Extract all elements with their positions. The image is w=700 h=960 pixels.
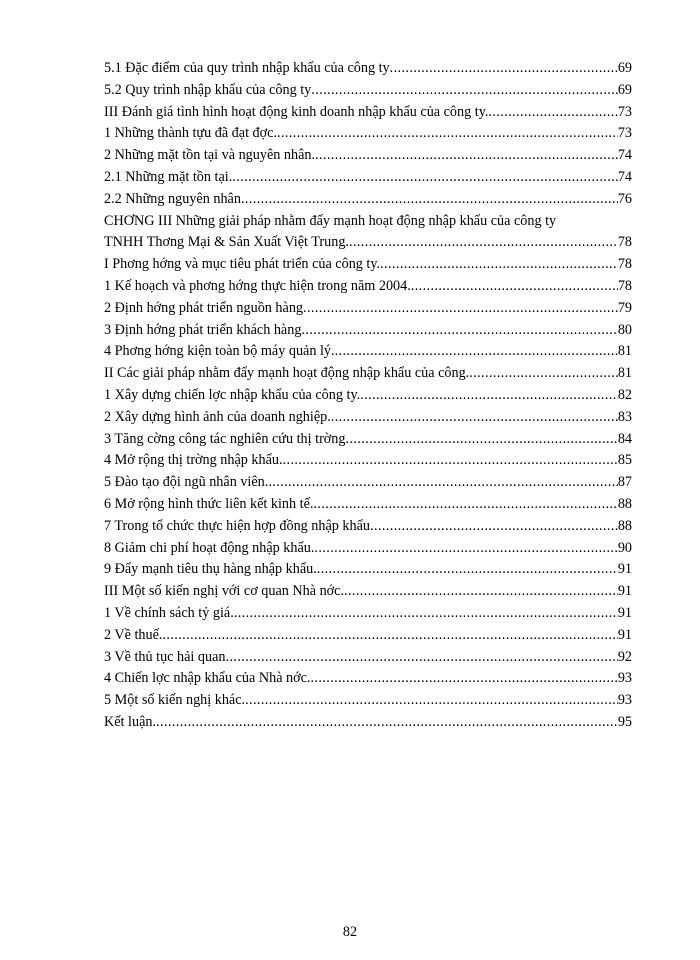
toc-entry-page: 83 xyxy=(617,408,632,425)
toc-entry-label: 5.2 Quy trình nhập khẩu của công ty xyxy=(104,81,312,98)
toc-entry xyxy=(104,211,632,255)
toc-entry xyxy=(104,254,632,276)
dot-leader xyxy=(315,145,618,167)
toc-entry-line xyxy=(104,668,632,690)
toc-entry-line xyxy=(104,189,632,211)
dot-leader xyxy=(331,407,618,429)
toc-entry-page: 93 xyxy=(617,670,632,687)
toc-entry xyxy=(104,58,632,80)
toc-entry-page: 80 xyxy=(617,321,632,338)
toc-entry xyxy=(104,559,632,581)
table-of-contents xyxy=(104,58,632,734)
toc-entry-label: 9 Đẩy mạnh tiêu thụ hàng nhập khẩu. xyxy=(104,561,317,578)
toc-entry-page: 73 xyxy=(617,125,632,142)
dot-leader xyxy=(346,429,618,451)
toc-entry xyxy=(104,80,632,102)
toc-entry-label: III Đánh giá tình hình hoạt động kinh doanh nhập khẩu của công ty. xyxy=(104,103,489,120)
toc-entry xyxy=(104,145,632,167)
toc-entry-label: 4 Phơng hớng kiện toàn bộ máy quản lý. xyxy=(104,343,335,360)
toc-entry xyxy=(104,625,632,647)
toc-entry xyxy=(104,712,632,734)
toc-entry-page: 91 xyxy=(617,604,632,621)
dot-leader xyxy=(232,167,618,189)
toc-entry-label: 7 Trong tổ chức thực hiện hợp đồng nhập khẩu xyxy=(104,517,371,534)
toc-entry xyxy=(104,167,632,189)
toc-entry-page: 69 xyxy=(617,81,632,98)
toc-entry xyxy=(104,690,632,712)
dot-leader xyxy=(301,320,617,342)
toc-entry xyxy=(104,450,632,472)
toc-entry-line xyxy=(104,276,632,298)
toc-entry-page: 78 xyxy=(617,256,632,273)
toc-entry-line xyxy=(104,167,632,189)
dot-leader xyxy=(488,102,617,124)
toc-entry xyxy=(104,341,632,363)
toc-entry-page: 76 xyxy=(617,190,632,207)
toc-entry xyxy=(104,276,632,298)
dot-leader xyxy=(245,690,618,712)
toc-entry-line xyxy=(104,123,632,145)
dot-leader xyxy=(335,341,618,363)
toc-entry-line xyxy=(104,145,632,167)
toc-entry-line xyxy=(104,472,632,494)
dot-leader xyxy=(360,385,618,407)
toc-entry-line xyxy=(104,80,632,102)
toc-entry-label: TNHH Thơng Mại & Sản Xuất Việt Trung. xyxy=(104,234,349,251)
toc-entry-label: III Một số kiến nghị với cơ quan Nhà nớc. xyxy=(104,583,345,600)
toc-entry-line xyxy=(104,320,632,342)
toc-entry-label: Kết luận. xyxy=(104,713,157,730)
toc-entry xyxy=(104,472,632,494)
toc-entry-page: 74 xyxy=(617,147,632,164)
dot-leader xyxy=(411,276,618,298)
toc-entry-label: 1 Xây dựng chiến lợc nhập khẩu của công ty. xyxy=(104,386,361,403)
toc-entry xyxy=(104,189,632,211)
toc-entry-page: 88 xyxy=(617,495,632,512)
dot-leader xyxy=(283,450,618,472)
toc-entry-line xyxy=(104,647,632,669)
toc-entry-label: 1 Những thành tựu đã đạt đợc. xyxy=(104,125,278,142)
dot-leader xyxy=(156,712,618,734)
toc-entry-label: 2.2 Những nguyên nhân xyxy=(104,190,241,207)
toc-entry-line xyxy=(104,625,632,647)
toc-entry-page: 90 xyxy=(617,539,632,556)
toc-entry-page: 91 xyxy=(617,561,632,578)
toc-entry xyxy=(104,385,632,407)
dot-leader xyxy=(234,603,618,625)
toc-entry xyxy=(104,320,632,342)
toc-entry-line xyxy=(104,232,632,254)
toc-entry-label: 1 Kế hoạch và phơng hớng thực hiện trong năm 2004. xyxy=(104,277,411,294)
toc-entry xyxy=(104,516,632,538)
toc-entry-label: 3 Định hớng phát triển khách hàng xyxy=(104,321,302,338)
toc-entry-line xyxy=(104,494,632,516)
dot-leader xyxy=(241,189,618,211)
toc-entry-page: 92 xyxy=(617,648,632,665)
toc-entry-line xyxy=(104,298,632,320)
dot-leader xyxy=(317,559,618,581)
toc-entry xyxy=(104,647,632,669)
toc-entry-page: 81 xyxy=(617,343,632,360)
toc-entry-label: II Các giải pháp nhằm đẩy mạnh hoạt động nhập khẩu của công. xyxy=(104,365,470,382)
toc-entry-label: 6 Mở rộng hình thức liên kết kinh tế. xyxy=(104,495,314,512)
toc-entry-label: I Phơng hớng và mục tiêu phát triển của công ty. xyxy=(104,256,381,273)
toc-entry-label: 5 Đào tạo đội ngũ nhân viên. xyxy=(104,474,269,491)
toc-entry-line xyxy=(104,712,632,734)
toc-entry-page: 91 xyxy=(617,626,632,643)
toc-entry-label: 2 Về thuế. xyxy=(104,626,163,643)
toc-entry xyxy=(104,102,632,124)
dot-leader xyxy=(277,123,618,145)
toc-entry-page: 87 xyxy=(617,474,632,491)
toc-entry-line xyxy=(104,407,632,429)
toc-entry-line xyxy=(104,58,632,80)
toc-entry-page: 93 xyxy=(617,692,632,709)
toc-entry-page: 78 xyxy=(617,234,632,251)
toc-entry-page: 95 xyxy=(617,713,632,730)
toc-entry-label: 3 Tăng cờng công tác nghiên cứu thị trờng xyxy=(104,430,346,447)
toc-entry-line xyxy=(104,429,632,451)
toc-entry-line xyxy=(104,254,632,276)
dot-leader xyxy=(344,581,618,603)
toc-entry-page: 82 xyxy=(617,386,632,403)
toc-entry-label: 4 Mở rộng thị trờng nhập khẩu. xyxy=(104,452,283,469)
dot-leader xyxy=(303,298,618,320)
toc-entry-page: 91 xyxy=(617,583,632,600)
toc-entry-page: 78 xyxy=(617,277,632,294)
toc-entry xyxy=(104,123,632,145)
toc-entry xyxy=(104,363,632,385)
toc-entry-label: 1 Về chính sách tỷ giá. xyxy=(104,604,234,621)
toc-entry xyxy=(104,581,632,603)
dot-leader xyxy=(313,494,617,516)
toc-entry-label: 5 Một số kiến nghị khác. xyxy=(104,692,246,709)
toc-entry xyxy=(104,429,632,451)
toc-entry-page: 73 xyxy=(617,103,632,120)
toc-entry-label: 2 Những mặt tồn tại và nguyên nhân. xyxy=(104,147,316,164)
toc-entry-label: 4 Chiến lợc nhập khẩu của Nhà nớc. xyxy=(104,670,311,687)
toc-entry-line xyxy=(104,363,632,385)
toc-entry xyxy=(104,538,632,560)
toc-entry-label: 8 Giảm chi phí hoạt động nhập khẩu. xyxy=(104,539,315,556)
dot-leader xyxy=(226,647,618,669)
dot-leader xyxy=(268,472,618,494)
toc-entry-line xyxy=(104,341,632,363)
dot-leader xyxy=(314,538,617,560)
toc-entry-page: 81 xyxy=(617,365,632,382)
toc-entry-label: 5.1 Đặc điểm của quy trình nhập khẩu của công ty xyxy=(104,60,390,76)
toc-entry-label: 2 Định hớng phát triển nguồn hàng xyxy=(104,299,304,316)
toc-entry xyxy=(104,298,632,320)
dot-leader xyxy=(469,363,618,385)
toc-entry-line xyxy=(104,450,632,472)
toc-entry-line xyxy=(104,690,632,712)
toc-entry xyxy=(104,494,632,516)
toc-entry-page: 85 xyxy=(617,452,632,469)
toc-entry-label: 2.1 Những mặt tồn tại. xyxy=(104,168,233,185)
dot-leader xyxy=(162,625,617,647)
dot-leader xyxy=(380,254,618,276)
toc-entry xyxy=(104,407,632,429)
toc-entry-page: 88 xyxy=(617,517,632,534)
toc-entry-line xyxy=(104,559,632,581)
toc-entry-line xyxy=(104,102,632,124)
toc-entry-line xyxy=(104,603,632,625)
toc-entry-page: 84 xyxy=(617,430,632,447)
toc-entry-page: 79 xyxy=(617,299,632,316)
toc-entry-page: 69 xyxy=(617,60,632,76)
toc-entry-line xyxy=(104,581,632,603)
page-number: 82 xyxy=(342,924,358,940)
toc-entry xyxy=(104,668,632,690)
toc-entry-label-line1: CHƠNG III Những giải pháp nhằm đẩy mạnh hoạt động nhập khẩu của công ty xyxy=(104,212,557,229)
toc-entry-line xyxy=(104,516,632,538)
dot-leader xyxy=(370,516,618,538)
toc-entry-page: 74 xyxy=(617,168,632,185)
dot-leader xyxy=(349,232,618,254)
dot-leader xyxy=(311,80,618,102)
dot-leader xyxy=(390,58,618,80)
toc-entry-label: 3 Về thủ tục hải quan xyxy=(104,648,226,665)
dot-leader xyxy=(310,668,617,690)
toc-entry-line xyxy=(104,538,632,560)
toc-entry-line xyxy=(104,385,632,407)
toc-entry-label: 2 Xây dựng hình ảnh của doanh nghiệp. xyxy=(104,408,331,425)
toc-entry xyxy=(104,603,632,625)
